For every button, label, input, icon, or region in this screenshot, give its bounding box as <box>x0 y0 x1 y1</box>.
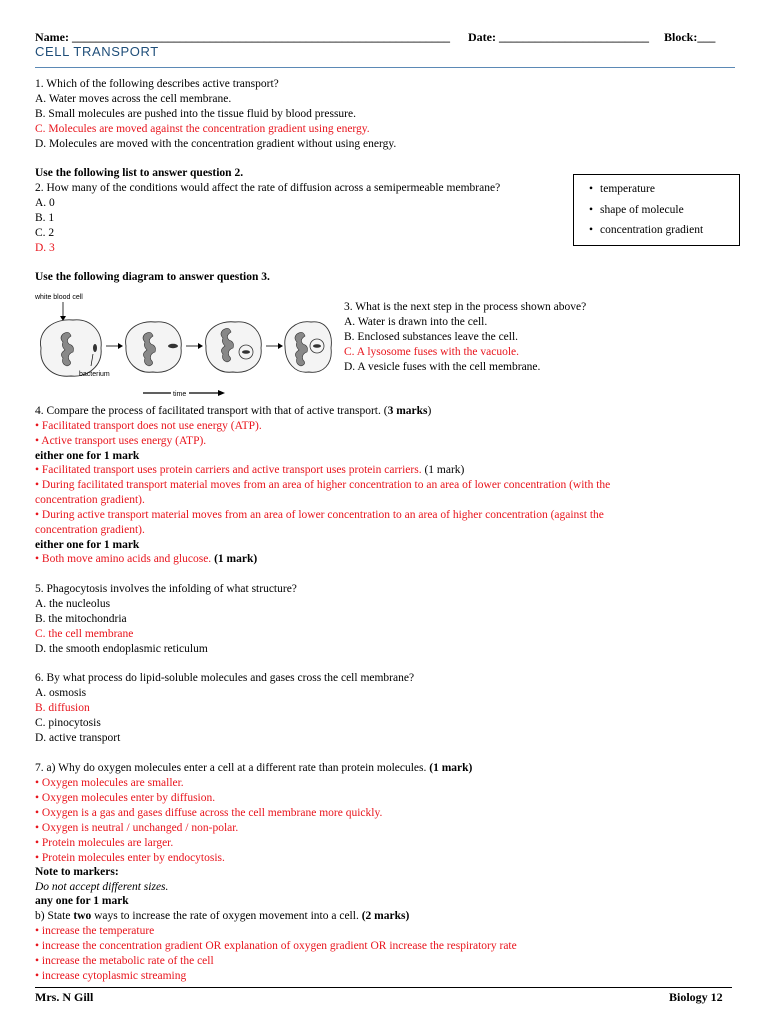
q3-option-d: D. A vesicle fuses with the cell membrane. <box>344 361 541 373</box>
diagram-label-cell: white blood cell <box>35 294 83 301</box>
marker-note-heading: Note to markers: <box>35 866 119 878</box>
date-line: Date: _________________________ <box>468 30 649 44</box>
q4-answer-3-mark: (1 mark) <box>421 464 465 476</box>
phagocytosis-diagram <box>33 290 333 400</box>
q7a-answer: • Oxygen is neutral / unchanged / non-polar. <box>35 822 239 834</box>
condition-item: • concentration gradient <box>589 220 739 241</box>
time-arrowhead <box>218 390 225 396</box>
q6-option-d: D. active transport <box>35 732 121 744</box>
q4-marks: 3 marks <box>387 405 428 417</box>
q1-question: 1. Which of the following describes active transport? <box>35 78 279 90</box>
q7a-any-one-note: any one for 1 mark <box>35 895 129 907</box>
q1-option-b: B. Small molecules are pushed into the tissue fluid by blood pressure. <box>35 108 356 120</box>
q7a-answer: • Protein molecules are larger. <box>35 837 174 849</box>
stage-arrowhead <box>278 343 283 349</box>
cell-stage-4 <box>285 322 332 373</box>
q1-option-d: D. Molecules are moved with the concentration gradient without using energy. <box>35 138 397 150</box>
q4-answer-4-line2: concentration gradient). <box>35 494 145 506</box>
footer-course: Biology 12 <box>669 990 723 1004</box>
q2-option-c: C. 2 <box>35 227 55 239</box>
q4-answer-6 <box>35 552 257 567</box>
q7a-question <box>35 761 472 776</box>
q1-option-a: A. Water moves across the cell membrane. <box>35 93 232 105</box>
q4-answer-2: • Active transport uses energy (ATP). <box>35 435 207 447</box>
q5-option-d: D. the smooth endoplasmic reticulum <box>35 643 208 655</box>
q4-answer-1: • Facilitated transport does not use energy (ATP). <box>35 420 262 432</box>
q7a-answer: • Oxygen molecules are smaller. <box>35 777 184 789</box>
name-line: Name: _______________________________________________________________ <box>35 30 450 44</box>
q4-answer-5-line2: concentration gradient). <box>35 524 145 536</box>
q3-question: 3. What is the next step in the process shown above? <box>344 301 587 313</box>
q2-instruction: Use the following list to answer question 2. <box>35 167 244 179</box>
q7b-question-pre: b) State <box>35 910 74 922</box>
q5-option-c-answer: C. the cell membrane <box>35 628 134 640</box>
q4-question-text: 4. Compare the process of facilitated transport with that of active transport. ( <box>35 405 388 417</box>
q4-answer-6-mark: (1 mark) <box>211 553 258 565</box>
condition-item: • shape of molecule <box>589 200 739 221</box>
bacterium-shape <box>313 344 321 348</box>
footer-teacher: Mrs. N Gill <box>35 990 94 1004</box>
q2-question: 2. How many of the conditions would affect the rate of diffusion across a semipermeable membrane? <box>35 182 501 194</box>
conditions-list-box <box>573 174 740 246</box>
q7b-marks: (2 marks) <box>358 910 410 922</box>
q7a-answer: • Oxygen molecules enter by diffusion. <box>35 792 216 804</box>
q7b-answer: • increase cytoplasmic streaming <box>35 970 187 982</box>
q2-option-b: B. 1 <box>35 212 55 224</box>
q4-either-note-2: either one for 1 mark <box>35 539 140 551</box>
diagram-label-time: time <box>173 391 187 398</box>
bacterium-shape <box>242 350 250 354</box>
diagram-label-bacterium: bacterium <box>79 371 110 378</box>
footer-rule <box>35 987 732 988</box>
q4-question <box>35 404 431 419</box>
q6-option-a: A. osmosis <box>35 687 87 699</box>
q6-option-c: C. pinocytosis <box>35 717 101 729</box>
q3-instruction: Use the following diagram to answer question 3. <box>35 271 270 283</box>
q4-answer-3-text: • Facilitated transport uses protein carriers and active transport uses protein carriers. <box>35 464 422 476</box>
q3-option-b: B. Enclosed substances leave the cell. <box>344 331 519 343</box>
q3-option-a: A. Water is drawn into the cell. <box>344 316 488 328</box>
q7b-question <box>35 909 409 924</box>
q4-either-note-1: either one for 1 mark <box>35 450 140 462</box>
page-title: CELL TRANSPORT <box>35 44 159 59</box>
q1-option-c-answer: C. Molecules are moved against the concentration gradient using energy. <box>35 123 370 135</box>
q4-answer-3 <box>35 463 464 478</box>
q2-option-d-answer: D. 3 <box>35 242 55 254</box>
q4-answer-6-text: • Both move amino acids and glucose. <box>35 553 212 565</box>
q7b-answer: • increase the temperature <box>35 925 155 937</box>
q7b-question-post: ways to increase the rate of oxygen movement into a cell. <box>91 910 359 922</box>
q7a-marks: (1 mark) <box>426 762 473 774</box>
q6-option-b-answer: B. diffusion <box>35 702 90 714</box>
q7b-answer: • increase the concentration gradient OR explanation of oxygen gradient OR increase the respiratory rate <box>35 940 517 952</box>
q7a-question-text: 7. a) Why do oxygen molecules enter a cell at a different rate than protein molecules. <box>35 762 427 774</box>
condition-item: • temperature <box>589 179 739 200</box>
q6-question: 6. By what process do lipid-soluble molecules and gases cross the cell membrane? <box>35 672 415 684</box>
stage-arrowhead <box>118 343 123 349</box>
q7b-answer: • increase the metabolic rate of the cell <box>35 955 214 967</box>
q5-option-a: A. the nucleolus <box>35 598 111 610</box>
q4-answer-5-line1: • During active transport material moves from an area of lower concentration to an area of higher concentration (against the <box>35 509 604 521</box>
q7a-answer: • Oxygen is a gas and gases diffuse across the cell membrane more quickly. <box>35 807 383 819</box>
q7a-answer: • Protein molecules enter by endocytosis. <box>35 852 225 864</box>
q3-option-c-answer: C. A lysosome fuses with the vacuole. <box>344 346 520 358</box>
q5-option-b: B. the mitochondria <box>35 613 127 625</box>
bacterium-shape <box>93 344 97 352</box>
marker-note: Do not accept different sizes. <box>35 881 169 893</box>
bacterium-shape <box>168 344 178 348</box>
q4-answer-4-line1: • During facilitated transport material moves from an area of higher concentration to an area of lower concentration (with the <box>35 479 611 491</box>
q5-question: 5. Phagocytosis involves the infolding of what structure? <box>35 583 297 595</box>
q2-option-a: A. 0 <box>35 197 55 209</box>
q4-close-paren: ) <box>427 405 432 417</box>
title-rule <box>35 67 735 68</box>
stage-arrowhead <box>198 343 203 349</box>
q7b-question-emphasis: two <box>73 910 92 922</box>
block-line: Block:___ <box>664 30 716 44</box>
